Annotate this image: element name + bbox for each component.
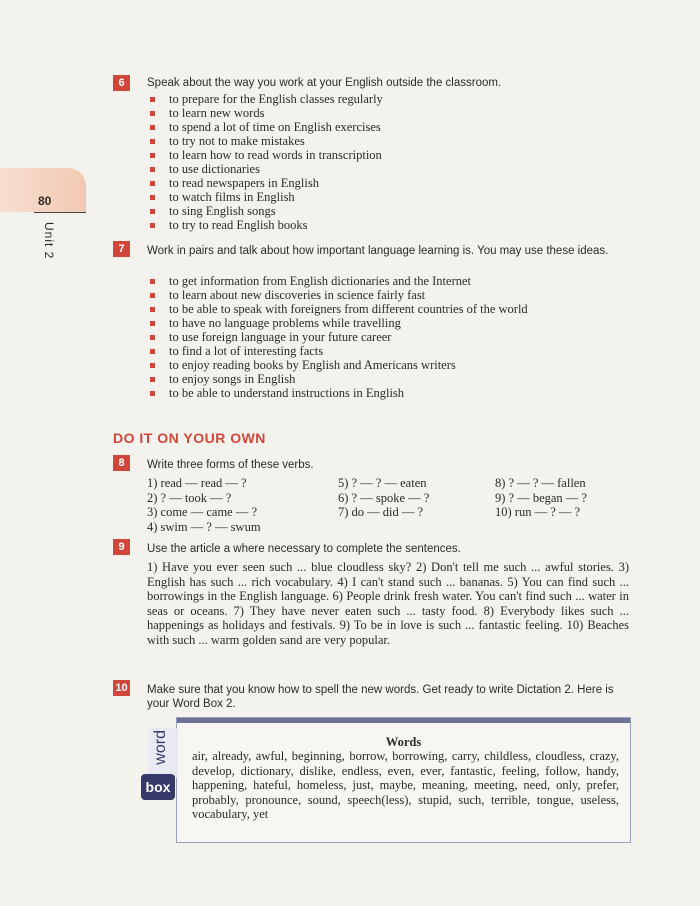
- verb-item: 1) read — read — ?: [147, 476, 247, 490]
- verb-item: 6) ? — spoke — ?: [338, 490, 430, 505]
- list-item: to try not to make mistakes: [147, 134, 383, 148]
- section-heading: DO IT ON YOUR OWN: [113, 430, 266, 446]
- list-item: to have no language problems while travelling: [147, 316, 629, 330]
- exercise-10-number: 10: [113, 680, 130, 696]
- exercise-6-instruction: Speak about the way you work at your English outside the classroom.: [147, 77, 502, 89]
- verb-item: 8) ? — ? — fallen: [495, 476, 586, 490]
- exercise-9-number: 9: [113, 539, 130, 555]
- exercise-7-number: 7: [113, 241, 130, 257]
- exercise-6-number: 6: [113, 75, 130, 91]
- list-item: to enjoy reading books by English and Americans writers: [147, 358, 629, 372]
- list-item: to prepare for the English classes regularly: [147, 92, 383, 106]
- exercise-7-list: [147, 274, 629, 400]
- list-item: to watch films in English: [147, 190, 383, 204]
- list-item: to sing English songs: [147, 204, 383, 218]
- list-item: to try to read English books: [147, 218, 383, 232]
- page-rule: [34, 212, 86, 213]
- word-box-logo-word-text: word: [152, 730, 169, 765]
- unit-label: Unit 2: [42, 222, 56, 260]
- word-box-logo-box: box: [141, 774, 175, 800]
- verb-item: 10) run — ? — ?: [495, 505, 581, 519]
- verbs-column-2: [338, 476, 429, 520]
- list-item: to use foreign language in your future career: [147, 330, 629, 344]
- exercise-6-list: [147, 92, 383, 232]
- verb-item: 3) come — came — ?: [147, 505, 258, 519]
- exercise-10-instruction: Make sure that you know how to spell the new words. Get ready to write Dictation 2. Here is your Word Box 2.: [147, 684, 614, 710]
- verb-item: 5) ? — ? — eaten: [338, 476, 427, 490]
- verb-item: 7) do — did — ?: [338, 505, 424, 519]
- list-item: to learn new words: [147, 106, 383, 120]
- list-item: to use dictionaries: [147, 162, 383, 176]
- verb-item: 9) ? — began — ?: [495, 490, 587, 505]
- list-item: to find a lot of interesting facts: [147, 344, 629, 358]
- verbs-column-1: [147, 476, 261, 534]
- exercise-7-instruction: Work in pairs and talk about how important language learning is. You may use these ideas.: [147, 245, 609, 257]
- exercise-8-instruction: Write three forms of these verbs.: [147, 459, 314, 471]
- verb-item: 2) ? — took — ?: [147, 490, 232, 505]
- list-item: to get information from English dictionaries and the Internet: [147, 274, 629, 288]
- word-box-text: air, already, awful, beginning, borrow, borrowing, carry, childless, cloudless, crazy, develop, dictionary, dislike, endless, even, ever, fantastic, feeling, follow, handy, happening, hateful, homeless, just, maybe, meaning, meeting, need, only, prefer, probably, pronounce, sound, speech(less), stupid, such, terrible, tongue, useless, vocabulary, yet: [192, 749, 619, 821]
- word-box: [176, 717, 631, 843]
- list-item: to be able to understand instructions in English: [147, 386, 629, 400]
- list-item: to spend a lot of time on English exercises: [147, 120, 383, 134]
- list-item: to read newspapers in English: [147, 176, 383, 190]
- list-item: to be able to speak with foreigners from different countries of the world: [147, 302, 629, 316]
- word-box-logo-word: [148, 728, 178, 778]
- list-item: to learn how to read words in transcription: [147, 148, 383, 162]
- exercise-8-number: 8: [113, 455, 130, 471]
- exercise-9-instruction: Use the article a where necessary to complete the sentences.: [147, 543, 461, 555]
- list-item: to enjoy songs in English: [147, 372, 629, 386]
- list-item: to learn about new discoveries in science fairly fast: [147, 288, 629, 302]
- page-number: 80: [38, 194, 52, 208]
- exercise-9-text: 1) Have you ever seen such ... blue cloudless sky? 2) Don't tell me such ... awful stories. 3) English has such ... rich vocabulary. 4) I can't stand such ... bananas. 5) You can find such ... borrowings in the English language. 6) People drink fresh water. You can't find such ... water in seas or oceans. 7) They have never eaten such ... tasty food. 8) Everybody likes such ... happenings as holidays and festivals. 9) To be in love is such ... fantastic feeling. 10) Beaches with such ... warm golden sand are very popular.: [147, 560, 629, 647]
- word-box-bar: [177, 718, 630, 723]
- verb-item: 4) swim — ? — swum: [147, 519, 261, 534]
- verbs-column-3: [495, 476, 587, 520]
- word-box-title: Words: [385, 735, 422, 749]
